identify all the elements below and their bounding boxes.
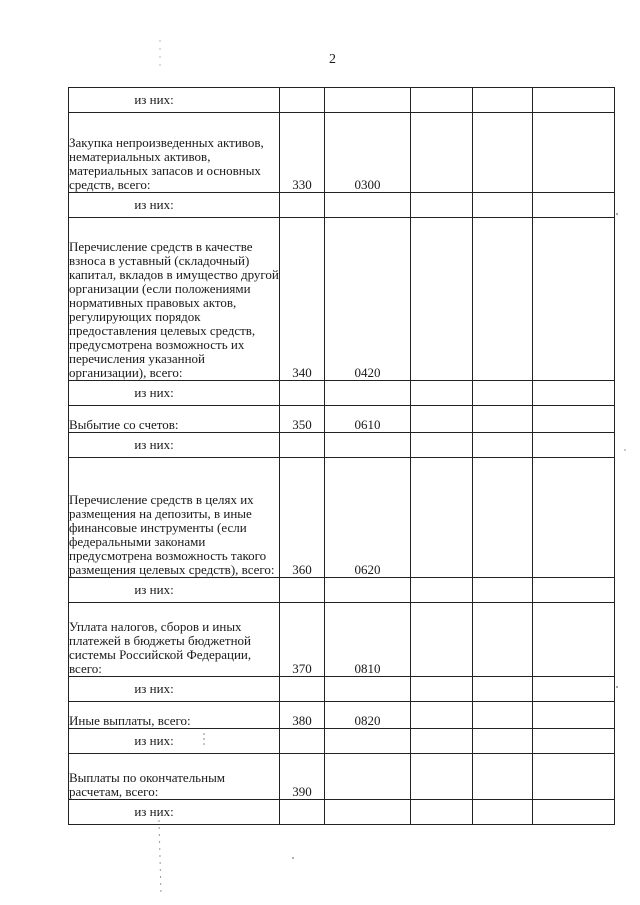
row-code (280, 433, 325, 458)
row-code (280, 88, 325, 113)
table-body (69, 88, 615, 825)
table-row (69, 702, 615, 729)
value-cell-1 (411, 702, 473, 729)
value-cell-2 (473, 458, 533, 578)
table-row (69, 800, 615, 825)
value-cell-3 (533, 193, 615, 218)
subitem-label: из них: (69, 193, 280, 218)
value-cell-2 (473, 729, 533, 754)
value-cell-3 (533, 218, 615, 381)
table-row (69, 754, 615, 800)
value-cell-2 (473, 800, 533, 825)
row-code (280, 677, 325, 702)
value-cell-1 (411, 218, 473, 381)
value-cell-3 (533, 754, 615, 800)
value-cell-1 (411, 381, 473, 406)
value-cell-1 (411, 433, 473, 458)
value-cell-2 (473, 578, 533, 603)
row-name: Выбытие со счетов: (69, 406, 280, 433)
table-row (69, 603, 615, 677)
row-kbk (325, 193, 411, 218)
value-cell-3 (533, 406, 615, 433)
table-row (69, 113, 615, 193)
row-kbk (325, 381, 411, 406)
row-code (280, 729, 325, 754)
table-row (69, 433, 615, 458)
value-cell-1 (411, 603, 473, 677)
row-name: Иные выплаты, всего: (69, 702, 280, 729)
page-number: 2 (329, 52, 336, 67)
row-name: Закупка непроизведенных активов, нематериальных активов, материальных запасов и основных средств, всего: (69, 113, 280, 193)
value-cell-1 (411, 800, 473, 825)
value-cell-1 (411, 88, 473, 113)
table-row (69, 729, 615, 754)
value-cell-3 (533, 603, 615, 677)
table-row (69, 578, 615, 603)
value-cell-3 (533, 113, 615, 193)
row-code: 350 (280, 406, 325, 433)
value-cell-2 (473, 218, 533, 381)
row-kbk: 0810 (325, 603, 411, 677)
value-cell-2 (473, 88, 533, 113)
value-cell-3 (533, 458, 615, 578)
value-cell-2 (473, 433, 533, 458)
subitem-label: из них: (69, 800, 280, 825)
table-row (69, 193, 615, 218)
row-kbk: 0610 (325, 406, 411, 433)
table-row (69, 381, 615, 406)
value-cell-1 (411, 729, 473, 754)
row-code (280, 193, 325, 218)
value-cell-3 (533, 381, 615, 406)
row-kbk: 0820 (325, 702, 411, 729)
value-cell-2 (473, 677, 533, 702)
row-kbk: 0300 (325, 113, 411, 193)
value-cell-3 (533, 729, 615, 754)
row-kbk (325, 433, 411, 458)
row-kbk (325, 800, 411, 825)
subitem-label: из них: (69, 677, 280, 702)
value-cell-2 (473, 406, 533, 433)
row-kbk (325, 578, 411, 603)
value-cell-3 (533, 578, 615, 603)
subitem-label: из них: (69, 578, 280, 603)
subitem-label: из них: (69, 88, 280, 113)
row-name: Уплата налогов, сборов и иных платежей в бюджеты бюджетной системы Российской Федерации, всего: (69, 603, 280, 677)
subitem-label: из них: (69, 729, 280, 754)
value-cell-1 (411, 754, 473, 800)
value-cell-3 (533, 800, 615, 825)
table-row (69, 218, 615, 381)
row-code: 380 (280, 702, 325, 729)
row-kbk (325, 88, 411, 113)
table-row (69, 458, 615, 578)
value-cell-2 (473, 603, 533, 677)
row-code (280, 578, 325, 603)
value-cell-2 (473, 381, 533, 406)
row-name: Перечисление средств в целях их размещения на депозиты, в иные финансовые инструменты (если федеральными законами предусмотрена возможность такого размещения целевых средств), всего: (69, 458, 280, 578)
row-code (280, 800, 325, 825)
value-cell-3 (533, 433, 615, 458)
value-cell-1 (411, 113, 473, 193)
value-cell-3 (533, 88, 615, 113)
payments-table (68, 87, 615, 825)
row-code: 360 (280, 458, 325, 578)
row-name: Перечисление средств в качестве взноса в уставный (складочный) капитал, вкладов в имущество другой организации (если положениями нормативных правовых актов, регулирующих порядок предоставления целевых средств, предусмотрена возможность их перечисления указанной организации), всего: (69, 218, 280, 381)
row-code: 340 (280, 218, 325, 381)
value-cell-1 (411, 458, 473, 578)
table-row (69, 406, 615, 433)
table-row (69, 88, 615, 113)
row-kbk (325, 754, 411, 800)
value-cell-1 (411, 677, 473, 702)
value-cell-1 (411, 578, 473, 603)
value-cell-1 (411, 193, 473, 218)
subitem-label: из них: (69, 381, 280, 406)
row-code: 370 (280, 603, 325, 677)
row-code: 330 (280, 113, 325, 193)
row-code: 390 (280, 754, 325, 800)
row-kbk: 0620 (325, 458, 411, 578)
row-name: Выплаты по окончательным расчетам, всего: (69, 754, 280, 800)
row-kbk: 0420 (325, 218, 411, 381)
row-code (280, 381, 325, 406)
table-row (69, 677, 615, 702)
value-cell-1 (411, 406, 473, 433)
row-kbk (325, 729, 411, 754)
value-cell-2 (473, 702, 533, 729)
value-cell-2 (473, 193, 533, 218)
row-kbk (325, 677, 411, 702)
value-cell-2 (473, 113, 533, 193)
value-cell-3 (533, 702, 615, 729)
value-cell-2 (473, 754, 533, 800)
value-cell-3 (533, 677, 615, 702)
subitem-label: из них: (69, 433, 280, 458)
